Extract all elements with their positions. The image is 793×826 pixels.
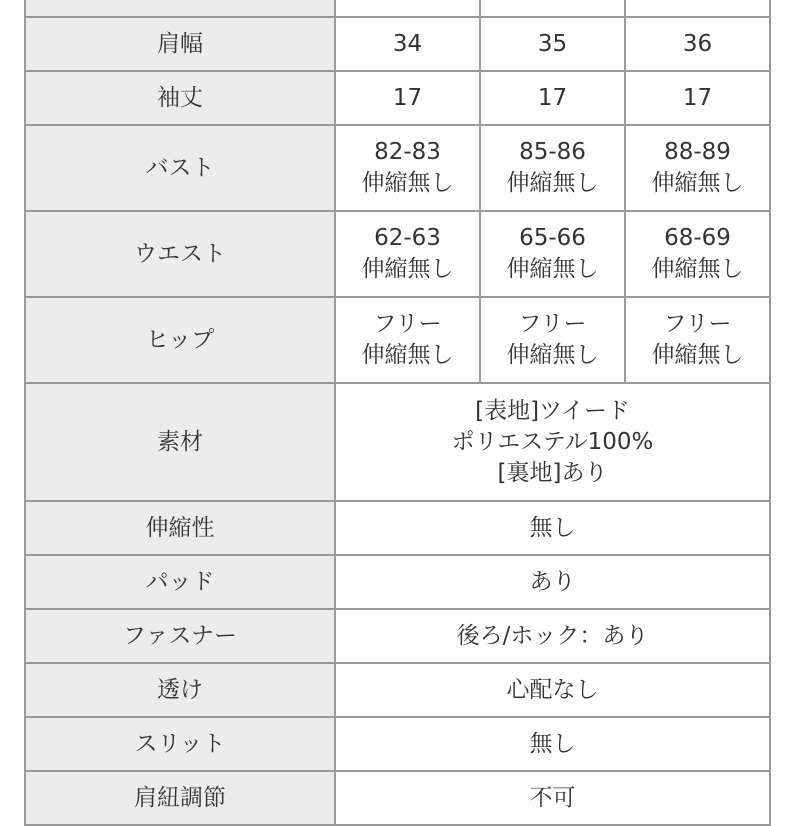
table-row — [25, 17, 770, 71]
table-row — [25, 501, 770, 555]
row-label-hip: ヒップ — [25, 297, 335, 383]
stretch-note: 伸縮無し — [361, 342, 454, 368]
size-value — [335, 125, 480, 211]
size-value — [480, 211, 625, 297]
size-value — [480, 125, 625, 211]
material-line: ポリエステル100% — [451, 428, 654, 455]
row-label-fastener: ファスナー — [25, 609, 335, 663]
measurement-value: 62-63 — [374, 225, 441, 251]
stretch-note: 伸縮無し — [651, 170, 744, 196]
table-row — [25, 71, 770, 125]
size-value — [625, 297, 770, 383]
size-value: 36 — [625, 17, 770, 71]
material-value — [335, 383, 770, 501]
size-value: 34 — [335, 17, 480, 71]
measurement-value: 85-86 — [519, 139, 586, 165]
measurement-value: 68-69 — [664, 225, 731, 251]
size-value — [335, 297, 480, 383]
measurement-value: 88-89 — [664, 139, 731, 165]
row-label-strap-adjustment: 肩紐調節 — [25, 771, 335, 825]
row-label-stretch: 伸縮性 — [25, 501, 335, 555]
size-spec-table — [24, 0, 771, 826]
row-label-sleeve-length: 袖丈 — [25, 71, 335, 125]
row-label-material: 素材 — [25, 383, 335, 501]
row-label-partial — [25, 0, 335, 17]
stretch-note: 伸縮無し — [506, 342, 599, 368]
row-label-see-through: 透け — [25, 663, 335, 717]
measurement-value: フリー — [663, 311, 732, 337]
size-value: 17 — [480, 71, 625, 125]
feature-value: 無し — [335, 501, 770, 555]
size-value — [480, 297, 625, 383]
table-row — [25, 211, 770, 297]
size-value: 17 — [335, 71, 480, 125]
table-row — [25, 125, 770, 211]
size-value — [625, 0, 770, 17]
table-row — [25, 0, 770, 17]
measurement-value: フリー — [373, 311, 442, 337]
table-row — [25, 297, 770, 383]
table-row — [25, 555, 770, 609]
stretch-note: 伸縮無し — [651, 256, 744, 282]
size-value — [480, 0, 625, 17]
stretch-note: 伸縮無し — [361, 170, 454, 196]
table-row — [25, 663, 770, 717]
feature-value: あり — [335, 555, 770, 609]
size-value — [335, 0, 480, 17]
table-row — [25, 609, 770, 663]
table-row — [25, 771, 770, 825]
feature-value: 不可 — [335, 771, 770, 825]
measurement-value: フリー — [518, 311, 587, 337]
row-label-bust: バスト — [25, 125, 335, 211]
material-line: [表地]ツイード — [475, 397, 630, 424]
feature-value: 無し — [335, 717, 770, 771]
row-label-pad: パッド — [25, 555, 335, 609]
size-value: 35 — [480, 17, 625, 71]
table-row — [25, 717, 770, 771]
size-value: 17 — [625, 71, 770, 125]
row-label-slit: スリット — [25, 717, 335, 771]
material-line: [裏地]あり — [497, 459, 608, 486]
size-value — [625, 125, 770, 211]
table-row — [25, 383, 770, 501]
measurement-value: 65-66 — [519, 225, 586, 251]
stretch-note: 伸縮無し — [506, 170, 599, 196]
stretch-note: 伸縮無し — [651, 342, 744, 368]
measurement-value: 82-83 — [374, 139, 441, 165]
size-value — [335, 211, 480, 297]
row-label-waist: ウエスト — [25, 211, 335, 297]
size-value — [625, 211, 770, 297]
feature-value: 後ろ/ホック：あり — [335, 609, 770, 663]
row-label-shoulder-width: 肩幅 — [25, 17, 335, 71]
stretch-note: 伸縮無し — [506, 256, 599, 282]
stretch-note: 伸縮無し — [361, 256, 454, 282]
feature-value: 心配なし — [335, 663, 770, 717]
